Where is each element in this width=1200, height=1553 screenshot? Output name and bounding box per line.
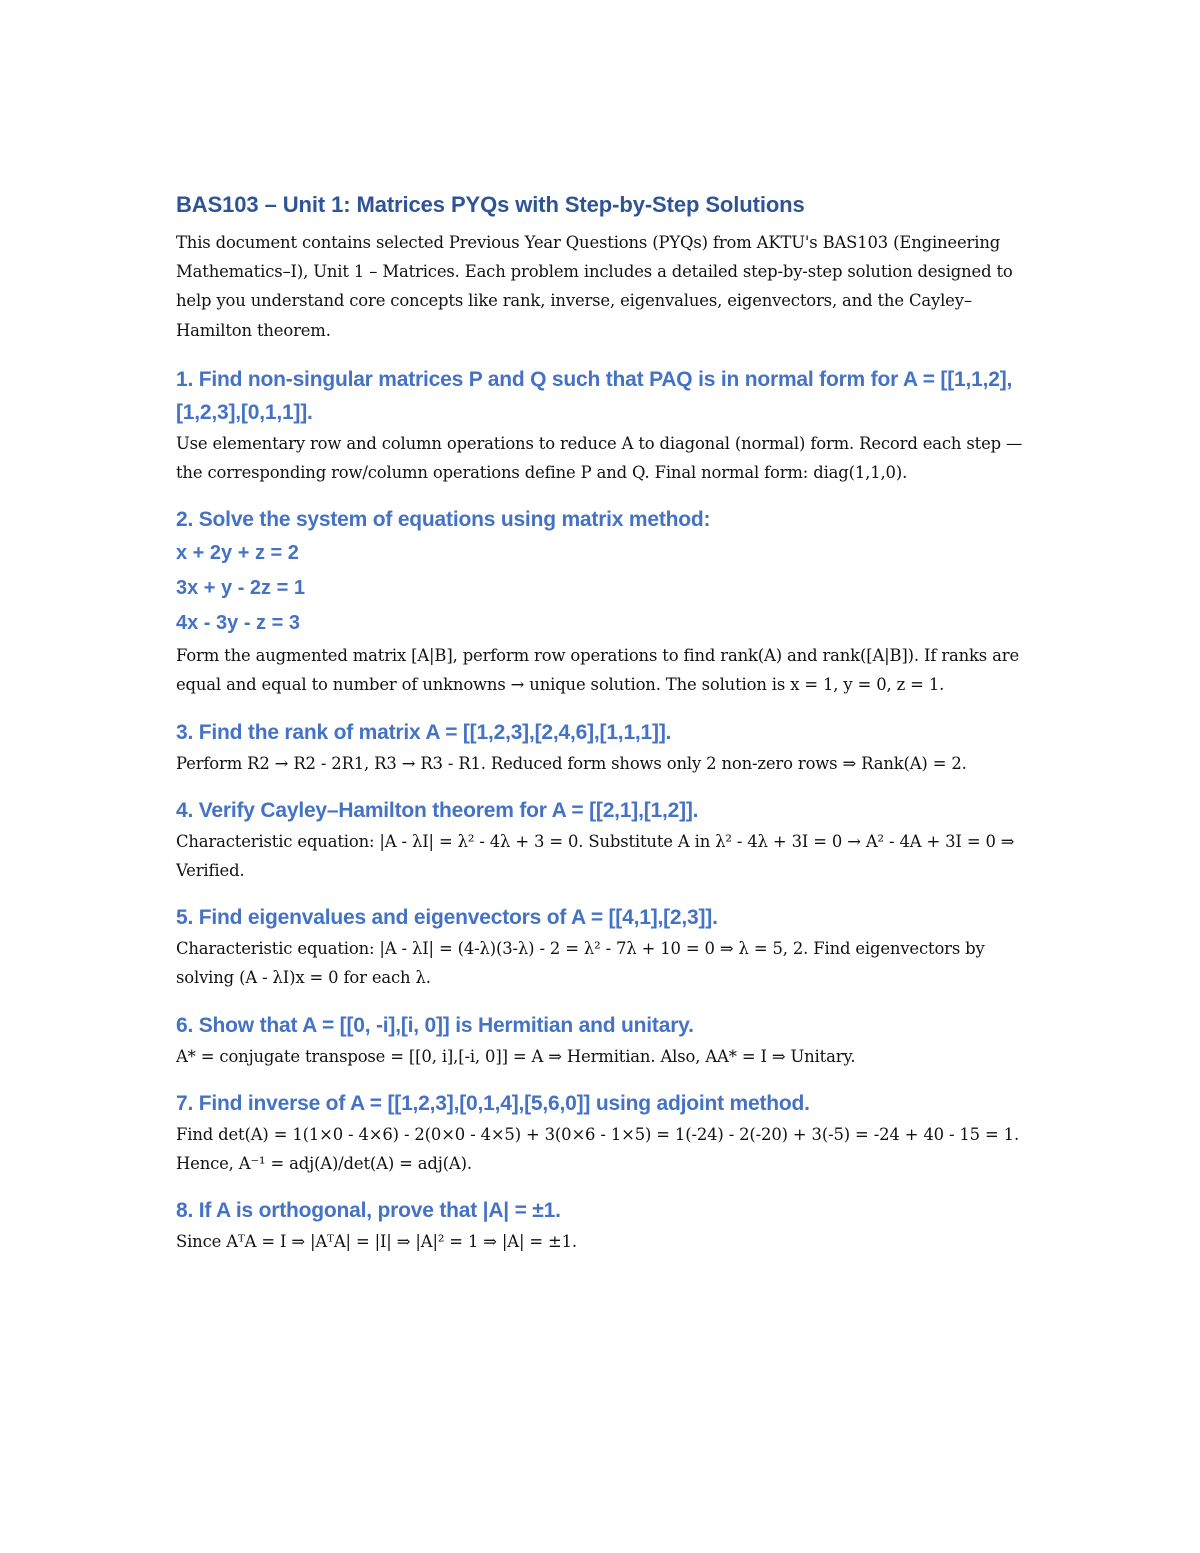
equation-1: x + 2y + z = 2	[176, 542, 299, 565]
question-3-heading: 3. Find the rank of matrix A = [[1,2,3],[2,4,6],[1,1,1]].	[176, 720, 672, 744]
question-5-heading: 5. Find eigenvalues and eigenvectors of A = [[4,1],[2,3]].	[176, 906, 718, 930]
intro-paragraph: This document contains selected Previous Year Questions (PYQs) from AKTU's BAS103 (Engineering Mathematics–I), Unit 1 – Matrices. Each problem includes a detailed step-by-step solution designed to help you understand core concepts like rank, inverse, eigenvalues, eigenvectors, and the Cayley–Hamilton theorem.	[176, 233, 1013, 340]
question-3	[176, 716, 1026, 778]
question-3-solution: Perform R2 → R2 - 2R1, R3 → R3 - R1. Reduced form shows only 2 non-zero rows ⇒ Rank(A) = 2.	[176, 753, 967, 773]
question-6	[176, 1009, 1026, 1071]
question-1	[176, 363, 1026, 487]
question-7	[176, 1087, 1026, 1178]
question-5	[176, 901, 1026, 992]
question-8-heading: 8. If A is orthogonal, prove that |A| = ±1.	[176, 1199, 561, 1223]
question-4-heading: 4. Verify Cayley–Hamilton theorem for A = [[2,1],[1,2]].	[176, 798, 699, 822]
equation-2: 3x + y - 2z = 1	[176, 577, 305, 600]
question-4	[176, 794, 1026, 885]
question-2-solution: Form the augmented matrix [A|B], perform row operations to find rank(A) and rank([A|B]). If ranks are equal and equal to number of unknowns → unique solution. The solution is x = 1, y = 0, z = 1.	[176, 646, 1019, 695]
document-title: BAS103 – Unit 1: Matrices PYQs with Step-by-Step Solutions	[176, 192, 805, 217]
question-5-solution: Characteristic equation: |A - λI| = (4-λ)(3-λ) - 2 = λ² - 7λ + 10 = 0 ⇒ λ = 5, 2. Find eigenvectors by solving (A - λI)x = 0 for each λ.	[176, 939, 985, 988]
question-8	[176, 1194, 1026, 1256]
question-2	[176, 503, 1026, 699]
question-6-solution: A* = conjugate transpose = [[0, i],[-i, 0]] = A ⇒ Hermitian. Also, AA* = I ⇒ Unitary.	[176, 1046, 856, 1066]
question-7-solution: Find det(A) = 1(1×0 - 4×6) - 2(0×0 - 4×5) + 3(0×6 - 1×5) = 1(-24) - 2(-20) + 3(-5) = -24 + 40 - 15 = 1. Hence, A⁻¹ = adj(A)/det(A) = adj(A).	[176, 1124, 1020, 1174]
equation-3: 4x - 3y - z = 3	[176, 612, 300, 635]
question-1-heading: 1. Find non-singular matrices P and Q such that PAQ is in normal form for A = [[1,1,2],[1,2,3],[0,1,1]].	[176, 367, 1013, 424]
question-1-solution: Use elementary row and column operations to reduce A to diagonal (normal) form. Record each step — the corresponding row/column operations define P and Q. Final normal form: diag(1,1,0).	[176, 433, 1023, 483]
question-7-heading: 7. Find inverse of A = [[1,2,3],[0,1,4],[5,6,0]] using adjoint method.	[176, 1091, 810, 1115]
question-2-heading: 2. Solve the system of equations using matrix method:	[176, 508, 711, 532]
question-4-solution: Characteristic equation: |A - λI| = λ² - 4λ + 3 = 0. Substitute A in λ² - 4λ + 3I = 0 → A² - 4A + 3I = 0 ⇒ Verified.	[176, 831, 1015, 881]
question-6-heading: 6. Show that A = [[0, -i],[i, 0]] is Hermitian and unitary.	[176, 1013, 694, 1037]
question-8-solution: Since AᵀA = I ⇒ |AᵀA| = |I| ⇒ |A|² = 1 ⇒ |A| = ±1.	[176, 1232, 577, 1252]
document-page	[176, 190, 1026, 1272]
